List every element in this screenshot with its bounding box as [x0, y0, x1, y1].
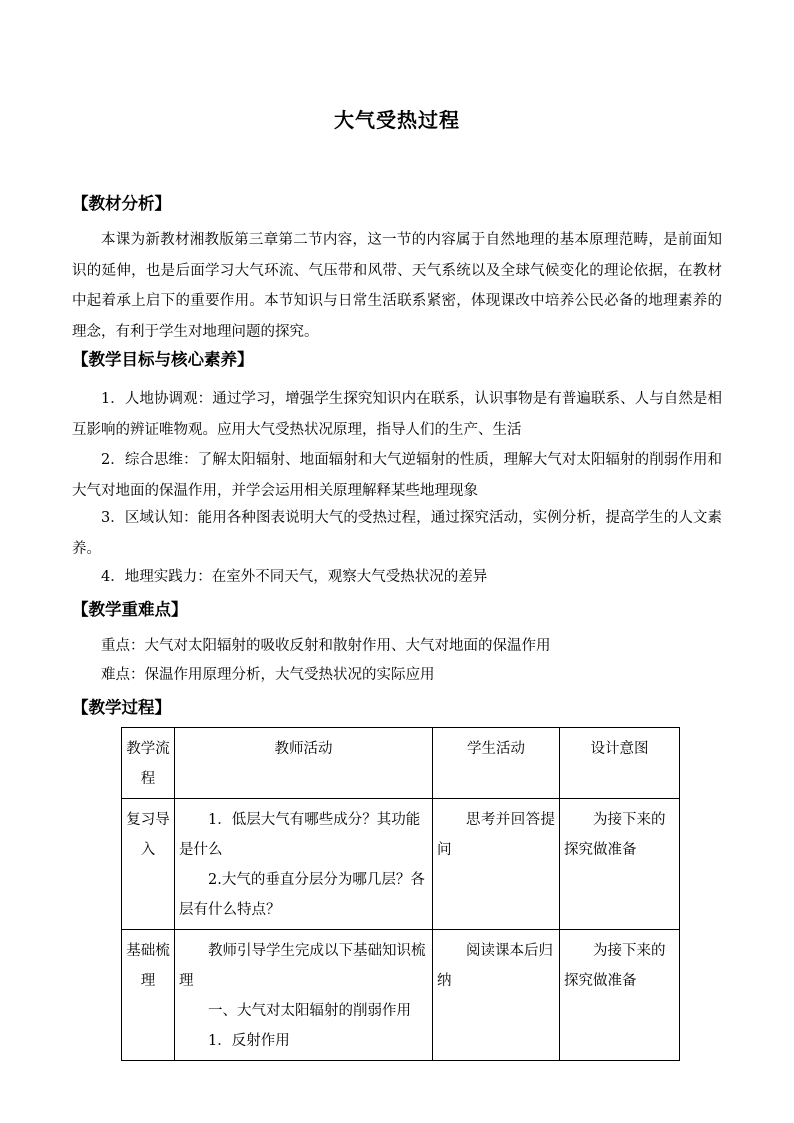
header-flow: 教学流程 [122, 728, 175, 799]
difficult-point-text: 难点：保温作用原理分析，大气受热状况的实际应用 [101, 667, 435, 683]
row1-student-text: 思考并回答提问 [437, 812, 555, 858]
section-heading-analysis: 【教材分析】 [72, 194, 171, 213]
section-heading-goals: 【教学目标与核心素养】 [72, 350, 254, 369]
row2-teacher-line-3: 1．反射作用 [208, 1033, 290, 1049]
goal-item-2: 2．综合思维：了解太阳辐射、地面辐射和大气逆辐射的性质，理解大气对太阳辐射的削弱作用和大气对地面的保温作用，并学会运用相关原理解释某些地理现象 [72, 452, 722, 499]
row1-design-text: 为接下来的探究做准备 [564, 812, 666, 858]
row2-teacher-line-2: 一、大气对太阳辐射的削弱作用 [208, 1003, 411, 1019]
row2-design-text: 为接下来的探究做准备 [564, 943, 666, 989]
header-teacher: 教师活动 [175, 728, 433, 799]
section-heading-key-points: 【教学重难点】 [72, 600, 188, 619]
header-student: 学生活动 [433, 728, 560, 799]
row2-student [433, 930, 560, 1061]
table-header-row [122, 728, 680, 799]
section-heading-process: 【教学过程】 [72, 698, 171, 717]
goal-item-3: 3．区域认知：能用各种图表说明大气的受热过程，通过探究活动，实例分析，提高学生的人文素养。 [72, 510, 722, 557]
row1-teacher-line-2: 2.大气的垂直分层分为哪几层？各层有什么特点？ [179, 872, 425, 918]
row2-flow: 基础梳理 [122, 930, 175, 1061]
header-design: 设计意图 [560, 728, 680, 799]
row1-teacher [175, 799, 433, 930]
key-point-text: 重点：大气对太阳辐射的吸收反射和散射作用、大气对地面的保温作用 [101, 638, 551, 654]
process-table [121, 727, 680, 1061]
row2-student-text: 阅读课本后归纳 [437, 943, 553, 989]
row1-flow: 复习导入 [122, 799, 175, 930]
document-title: 大气受热过程 [334, 108, 460, 132]
row2-teacher [175, 930, 433, 1061]
table-row [122, 930, 680, 1061]
goal-item-4: 4．地理实践力：在室外不同天气，观察大气受热状况的差异 [101, 569, 488, 585]
table-row [122, 799, 680, 930]
analysis-paragraph: 本课为新教材湘教版第三章第二节内容，这一节的内容属于自然地理的基本原理范畴，是前面知识的延伸，也是后面学习大气环流、气压带和风带、天气系统以及全球气候变化的理论依据，在教材中起着承上启下的重要作用。本节知识与日常生活联系紧密，体现课改中培养公民必备的地理素养的理念，有利于学生对地理问题的探究。 [72, 232, 722, 340]
row1-student [433, 799, 560, 930]
row1-teacher-line-1: 1．低层大气有哪些成分？其功能是什么 [179, 812, 421, 858]
row2-design [560, 930, 680, 1061]
goal-item-1: 1．人地协调观：通过学习，增强学生探究知识内在联系，认识事物是有普遍联系、人与自然是相互影响的辨证唯物观。应用大气受热状况原理，指导人们的生产、生活 [72, 391, 722, 438]
row1-design [560, 799, 680, 930]
row2-teacher-line-1: 教师引导学生完成以下基础知识梳理 [179, 943, 426, 989]
